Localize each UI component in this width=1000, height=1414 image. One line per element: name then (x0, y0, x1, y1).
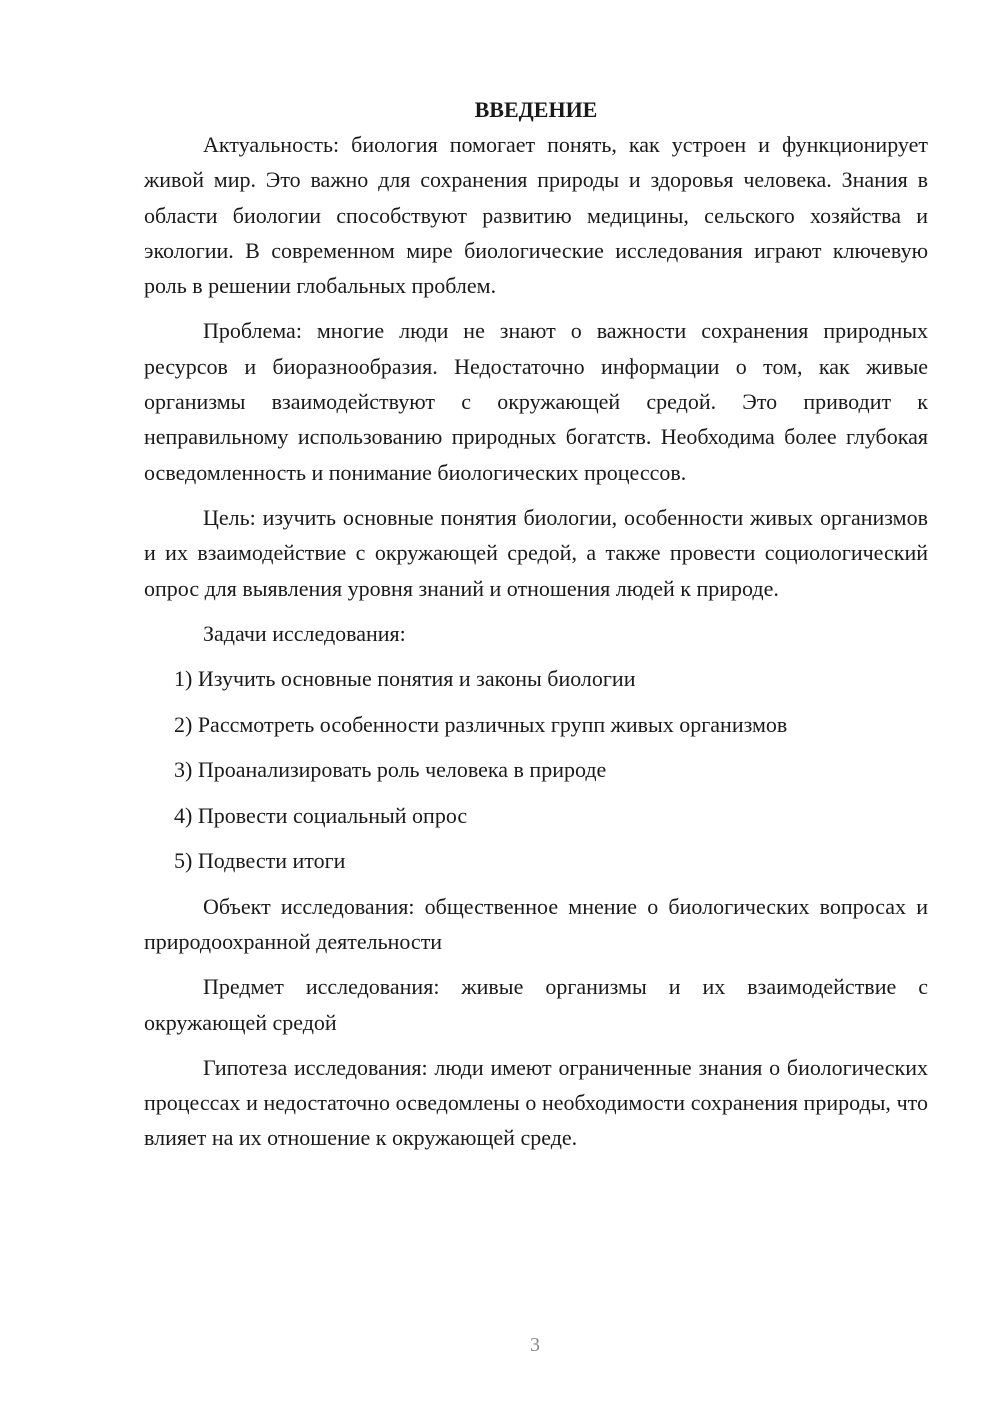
paragraph-problem: Проблема: многие люди не знают о важности сохранения природных ресурсов и биоразнообразия. Недостаточно информации о том, как живые организмы взаимодействуют с окружающей средой. Это приводит к неправильному использованию природных богатств. Необходима более глубокая осведомленность и понимание биологических процессов. (144, 318, 928, 485)
list-item: 3) Проанализировать роль человека в природе (174, 757, 607, 783)
paragraph-goal: Цель: изучить основные понятия биологии, особенности живых организмов и их взаимодействие с окружающей средой, а также провести социологический опрос для выявления уровня знаний и отношения людей к природе. (144, 504, 928, 601)
list-item: 1) Изучить основные понятия и законы биологии (174, 666, 636, 692)
tasks-list (144, 661, 928, 878)
page-number: 3 (530, 1334, 540, 1356)
tasks-heading: Задачи исследования: (203, 620, 406, 646)
page-title: ВВЕДЕНИЕ (474, 97, 598, 122)
list-item: 2) Рассмотреть особенности различных групп живых организмов (174, 711, 788, 737)
document-page (144, 92, 928, 1156)
paragraph-relevance: Актуальность: биология помогает понять, как устроен и функционирует живой мир. Это важно для сохранения природы и здоровья человека. Знания в области биологии способствуют развитию медицины, сельского хозяйства и экологии. В современном мире биологические исследования играют ключевую роль в решении глобальных проблем. (144, 132, 928, 299)
paragraph-object: Объект исследования: общественное мнение о биологических вопросах и природоохранной деятельности (144, 893, 928, 954)
list-item: 5) Подвести итоги (174, 848, 346, 874)
list-item: 4) Провести социальный опрос (174, 802, 468, 828)
paragraph-subject: Предмет исследования: живые организмы и их взаимодействие с окружающей средой (144, 974, 928, 1035)
paragraph-hypothesis: Гипотеза исследования: люди имеют ограниченные знания о биологических процессах и недостаточно осведомлены о необходимости сохранения природы, что влияет на их отношение к окружающей среде. (144, 1054, 928, 1151)
